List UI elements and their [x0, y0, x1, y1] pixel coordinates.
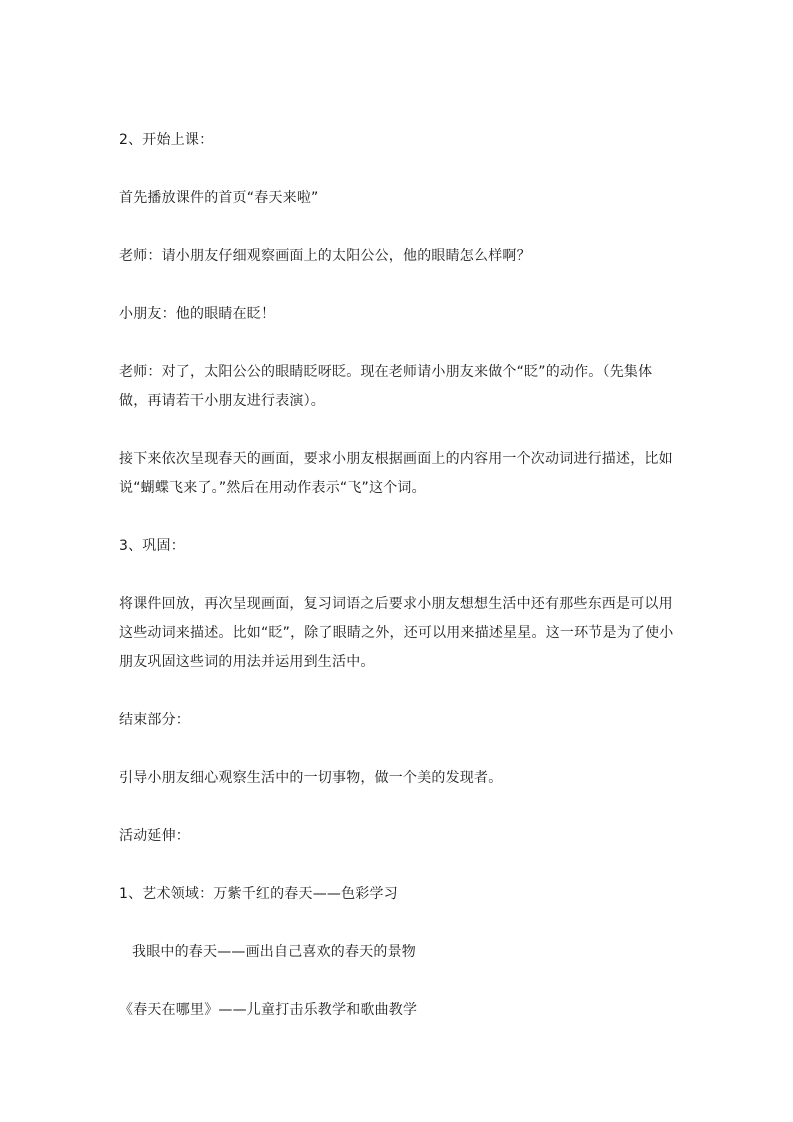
- paragraph-art-field: 1、艺术领域：万紫千红的春天——色彩学习: [119, 886, 398, 902]
- paragraph-observe-life: 引导小朋友细心观察生活中的一切事物，做一个美的发现者。: [119, 770, 503, 786]
- paragraph-spring-in-my-eyes: 我眼中的春天——画出自己喜欢的春天的景物: [132, 944, 416, 960]
- section-heading-extension: 活动延伸：: [119, 828, 190, 844]
- paragraph-replay-courseware: 将课件回放，再次呈现画面，复习词语之后要求小朋友想想生活中还有那些东西是可以用这些动词来描述。比如“眨”，除了眼睛之外，还可以用来描述星星。这一环节是为了使小朋友巩固这些词的用法并运用到生活中。: [119, 596, 674, 670]
- section-heading-ending: 结束部分：: [119, 712, 190, 728]
- paragraph-child-answer: 小朋友：他的眼睛在眨！: [119, 306, 276, 322]
- paragraph-teacher-question: 老师：请小朋友仔细观察画面上的太阳公公，他的眼睛怎么样啊？: [119, 248, 531, 264]
- section-heading-start-class: 2、开始上课：: [119, 132, 214, 148]
- paragraph-spring-pictures: 接下来依次呈现春天的画面，要求小朋友根据画面上的内容用一个次动词进行描述，比如说“蝴蝶飞来了。”然后在用动作表示“飞”这个词。: [119, 451, 673, 496]
- document-body: [119, 126, 679, 1054]
- paragraph-play-courseware: 首先播放课件的首页“春天来啦”: [119, 190, 319, 206]
- paragraph-teacher-blink: 老师：对了，太阳公公的眼睛眨呀眨。现在老师请小朋友来做个“眨”的动作。（先集体做，再请若干小朋友进行表演）。: [119, 364, 653, 409]
- section-heading-consolidate: 3、巩固：: [119, 538, 185, 554]
- paragraph-where-is-spring: 《春天在哪里》——儿童打击乐教学和歌曲教学: [119, 1002, 418, 1018]
